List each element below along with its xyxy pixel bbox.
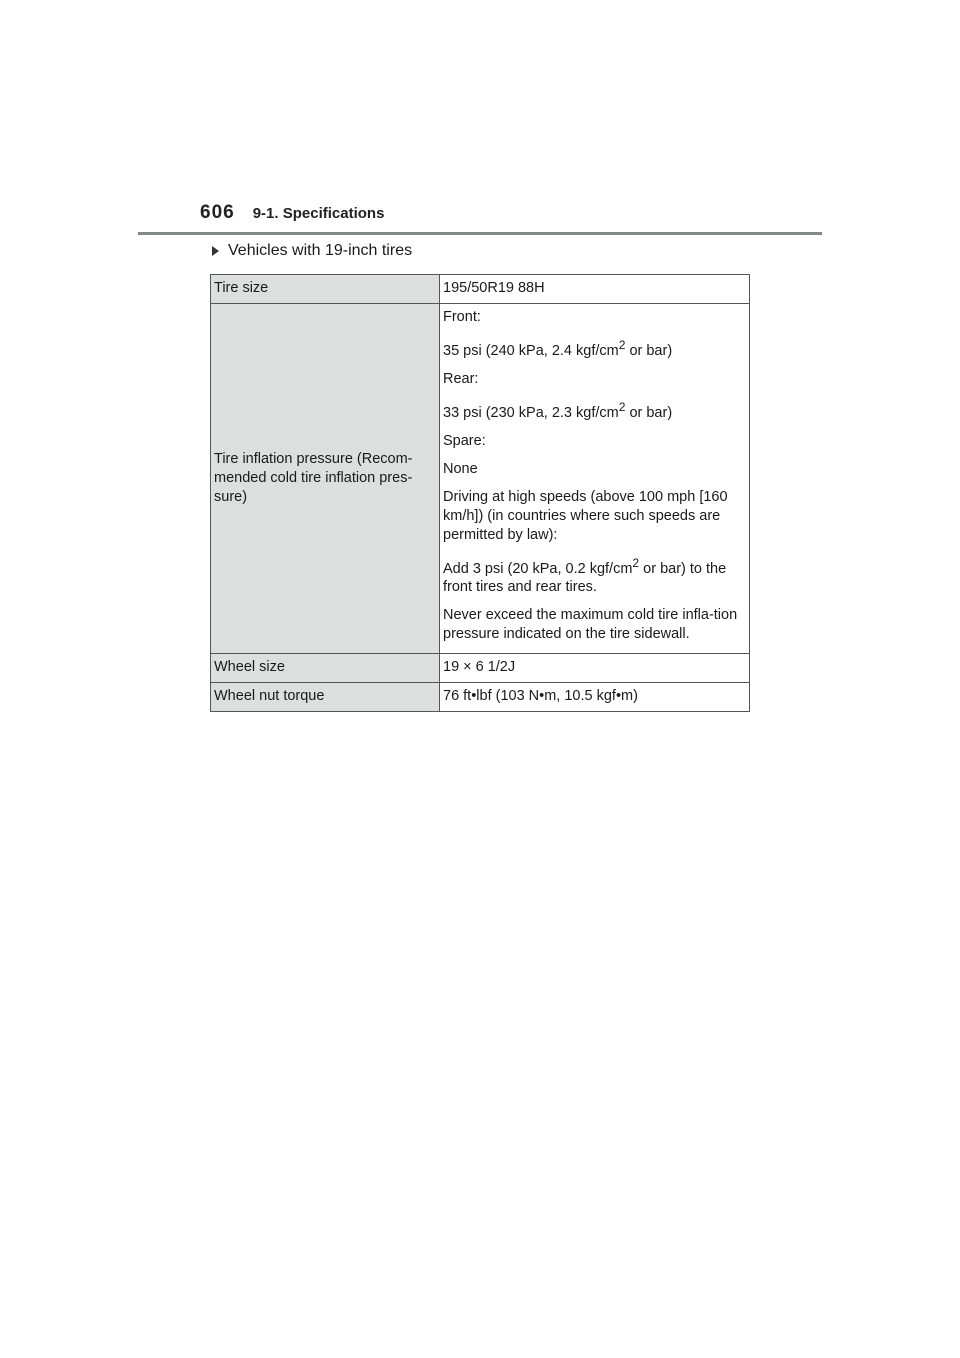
spare-label: Spare: [443, 432, 486, 449]
wheel-nut-torque-label: Wheel nut torque [211, 683, 440, 712]
rear-value: 33 psi (230 kPa, 2.3 kgf/$cm^2$ or bar) [443, 399, 673, 421]
subheading-text: Vehicles with 19-inch tires [228, 242, 413, 259]
header-rule [138, 232, 822, 235]
front-value: 35 psi (240 kPa, 2.4 kgf/$cm^2$ or bar) [443, 338, 673, 359]
specifications-table [210, 274, 750, 712]
tire-size-value: 195/50R19 88H [440, 275, 750, 304]
table-row-tire-pressure [211, 304, 750, 654]
never-exceed-note: Never exceed the maximum cold tire infla-tion pressure indicated on the tire sidewall. [443, 607, 738, 643]
tire-size-label: Tire size [211, 275, 440, 304]
multiply-sign: × [463, 659, 472, 676]
subheading [212, 242, 412, 260]
spare-value: None [443, 460, 478, 477]
table-row-wheel-size [211, 654, 750, 683]
table-row-tire-size [211, 275, 750, 304]
page-header [200, 202, 384, 230]
triangle-bullet-icon [212, 246, 219, 256]
wheel-size-value: 19 × 6 1/2J [440, 654, 750, 683]
wheel-size-label: Wheel size [211, 654, 440, 683]
tire-pressure-label: Tire inflation pressure (Recom-mended cold tire inflation pres-sure) [211, 304, 440, 654]
rear-label: Rear: [443, 370, 479, 387]
high-speed-note: Driving at high speeds (above 100 mph [160 km/h]) (in countries where such speeds are permitted by law): [443, 488, 728, 543]
tire-pressure-value [440, 304, 750, 654]
front-label: Front: [443, 309, 481, 325]
section-title: 9-1. Specifications [252, 205, 385, 222]
wheel-nut-torque-value: 76 ft•lbf (103 N•m, 10.5 kgf•m) [440, 683, 750, 712]
page-number: 606 [200, 202, 235, 223]
table-row-wheel-nut-torque [211, 683, 750, 712]
add-pressure-note: Add 3 psi (20 kPa, 0.2 kgf/$cm^2$ or bar) to the front tires and rear tires. [443, 555, 727, 596]
